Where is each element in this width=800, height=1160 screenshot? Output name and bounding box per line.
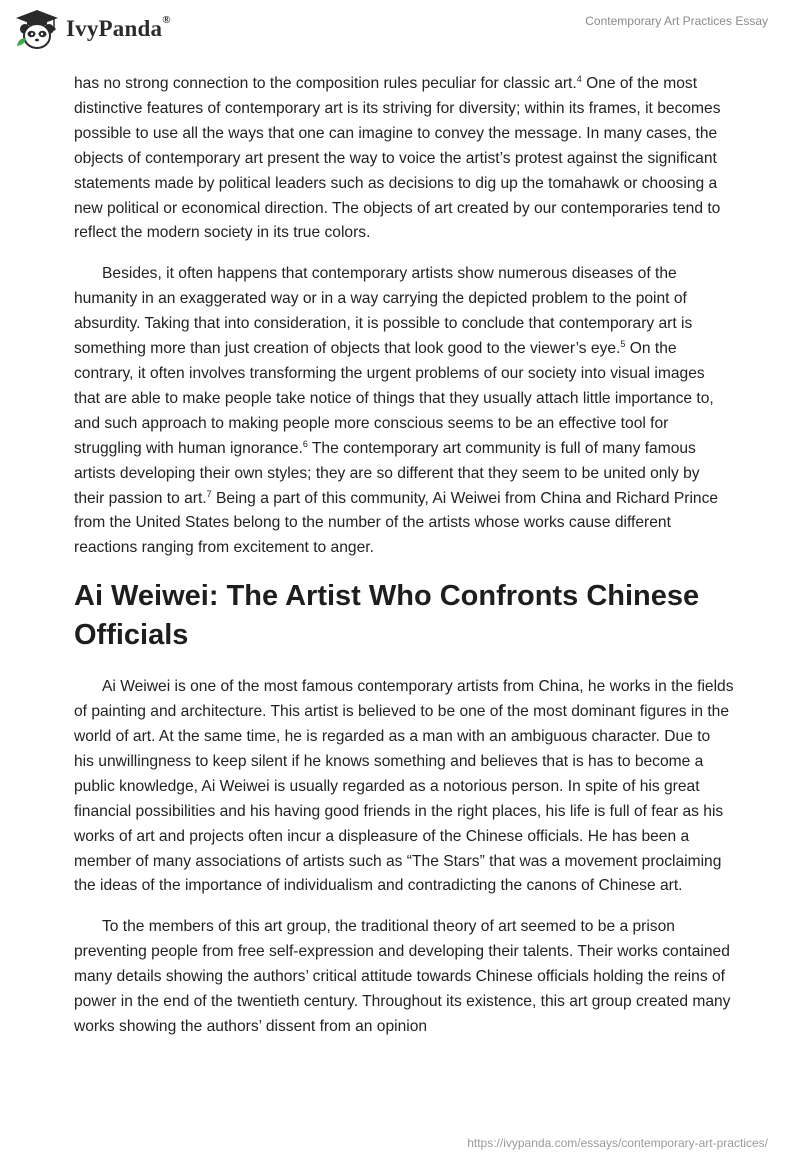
logo-text: IvyPanda® — [66, 14, 171, 41]
paragraph-text: The contemporary art community is full of many famous artists developing their own styles; they are so different that they seem to be united only by their passion to art. — [74, 439, 700, 507]
body-paragraph — [74, 915, 734, 1040]
paragraph-text: One of the most distinctive features of contemporary art is its striving for diversity; within its frames, it becomes possible to use all the ways that one can imagine to convey the message. In many cases, the objects of contemporary art present the way to voice the artist’s protest against the significant statements made by political leaders such as decisions to dig up the tomahawk or choosing a new political or economical direction. The objects of art created by our contemporaries tend to reflect the modern society in its true colors. — [74, 75, 721, 242]
panda-graduate-icon — [14, 8, 60, 50]
footnote-reference[interactable]: 5 — [620, 338, 626, 349]
paragraphs-before-heading — [74, 72, 734, 561]
page-header — [0, 0, 800, 60]
paragraphs-after-heading — [74, 675, 734, 1040]
paragraph-text: On the contrary, it often involves transforming the urgent problems of our society into visual images that are able to make people take notice of things that they usually attach little importance to, and such approach to making people more conscious seems to be an effective tool for struggling with human ignorance. — [74, 340, 714, 457]
paragraph-text: Being a part of this community, Ai Weiwei from China and Richard Prince from the United States belong to the number of the artists whose works cause different reactions ranging from excitement to anger. — [74, 489, 719, 557]
body-paragraph — [74, 675, 734, 899]
ivypanda-logo[interactable] — [14, 8, 171, 50]
paragraph-text: Ai Weiwei is one of the most famous contemporary artists from China, he works in the fields of painting and architecture. This artist is believed to be one of the most dominant figures in the world of art. At the same time, he is regarded as a man with an ambiguous character. Due to his unwillingness to keep silent if he knows something and believes that is has to become a public knowledge, Ai Weiwei is usually regarded as a notorious person. In spite of his great financial possibilities and his having good friends in the right places, his life is full of fear as his works of art and projects often incur a displeasure of the Chinese officials. He has been a member of many associations of artists such as “The Stars” that was a movement proclaiming the ideas of the importance of individualism and contradicting the canons of Chinese art. — [74, 678, 734, 895]
body-paragraph — [74, 72, 734, 246]
section-heading: Ai Weiwei: The Artist Who Confronts Chinese Officials — [74, 580, 700, 652]
footnote-reference[interactable]: 7 — [206, 488, 212, 499]
essay-content — [74, 72, 734, 1056]
paragraph-text: To the members of this art group, the traditional theory of art seemed to be a prison preventing people from free self-expression and developing their talents. Their works contained many details showing the authors’ critical attitude towards Chinese officials holding the reins of power in the end of the twentieth century. Throughout its existence, this art group created many works showing the authors’ dissent from an opinion — [74, 918, 731, 1035]
document-title: Contemporary Art Practices Essay — [585, 14, 768, 28]
body-paragraph — [74, 262, 734, 561]
footnote-reference[interactable]: 6 — [302, 438, 308, 449]
paragraph-text: Besides, it often happens that contemporary artists show numerous diseases of the humanity in an exaggerated way or in a way carrying the depicted problem to the point of absurdity. Taking that into consideration, it is possible to conclude that contemporary art is something more than just creation of objects that look good to the viewer’s eye. — [74, 265, 693, 358]
footnote-reference[interactable]: 4 — [576, 73, 582, 84]
source-url[interactable]: https://ivypanda.com/essays/contemporary-art-practices/ — [467, 1136, 768, 1150]
paragraph-text: has no strong connection to the composition rules peculiar for classic art. — [74, 75, 577, 92]
